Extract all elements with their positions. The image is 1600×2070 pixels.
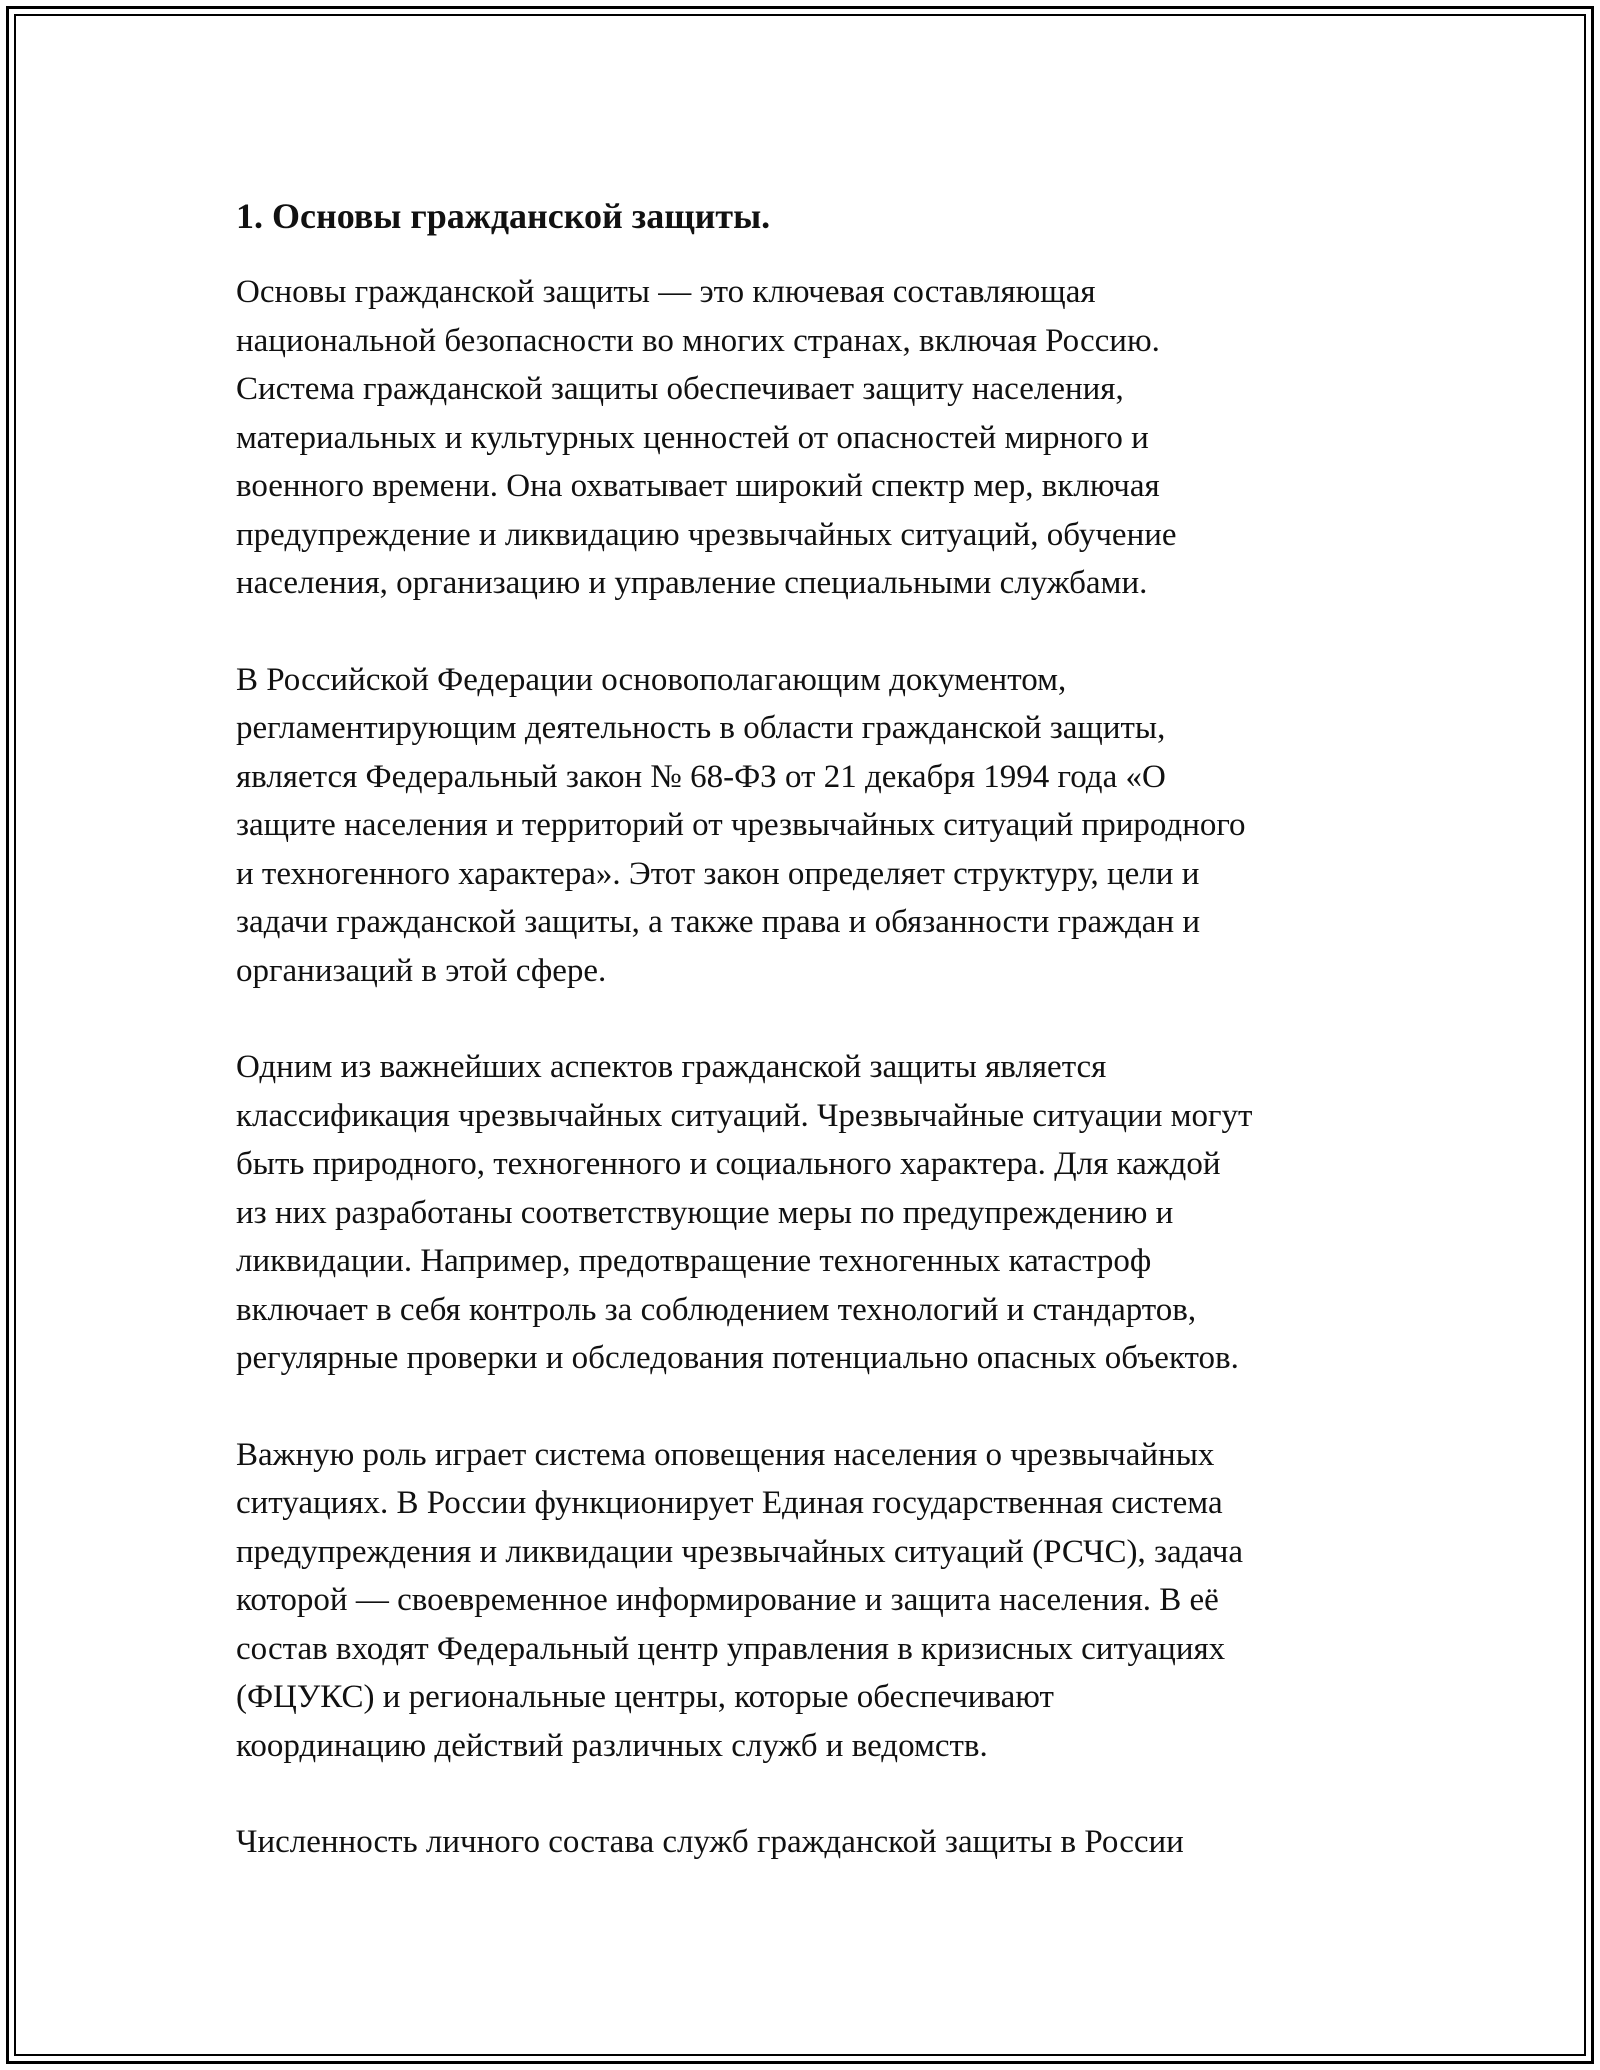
text-line: из них разработаны соответствующие меры по предупреждению и — [236, 1194, 1174, 1231]
text-line: Основы гражданской защиты — это ключевая составляющая — [236, 274, 1096, 310]
paragraph-personnel — [236, 1818, 1386, 1867]
text-line: регулярные проверки и обследования потенциально опасных объектов. — [236, 1340, 1239, 1376]
text-line: организаций в этой сфере. — [236, 952, 607, 989]
text-line: Система гражданской защиты обеспечивает защиту населения, — [236, 371, 1124, 407]
paragraph-classification — [236, 1043, 1386, 1383]
text-line: ликвидации. Например, предотвращение техногенных катастроф — [236, 1243, 1152, 1279]
text-line: материальных и культурных ценностей от опасностей мирного и — [236, 419, 1149, 456]
text-line: и техногенного характера». Этот закон определяет структуру, цели и — [236, 855, 1200, 892]
text-line: быть природного, техногенного и социального характера. Для каждой — [236, 1146, 1221, 1182]
text-line: населения, организацию и управление специальными службами. — [236, 565, 1148, 601]
text-line: национальной безопасности во многих странах, включая Россию. — [236, 322, 1160, 359]
text-line: состав входят Федеральный центр управления в кризисных ситуациях — [236, 1630, 1226, 1667]
paragraph-legislation — [236, 656, 1386, 996]
text-line: задачи гражданской защиты, а также права и обязанности граждан и — [236, 904, 1201, 940]
text-line: В Российской Федерации основополагающим документом, — [236, 661, 1067, 698]
text-line: ситуациях. В России функционирует Единая государственная система — [236, 1485, 1223, 1521]
paragraph-intro — [236, 268, 1386, 608]
text-line: (ФЦУКС) и региональные центры, которые обеспечивают — [236, 1679, 1054, 1715]
text-line: Численность личного состава служб гражданской защиты в России — [236, 1824, 1184, 1860]
text-line: Важную роль играет система оповещения населения о чрезвычайных — [236, 1436, 1215, 1473]
text-line: которой — своевременное информирование и защита населения. В её — [236, 1582, 1219, 1618]
text-line: классификация чрезвычайных ситуаций. Чрезвычайные ситуации могут — [236, 1097, 1253, 1134]
document-body — [236, 190, 1386, 1915]
paragraph-notification-system — [236, 1431, 1386, 1771]
section-heading: 1. Основы гражданской защиты. — [236, 196, 771, 236]
text-line: является Федеральный закон № 68-ФЗ от 21 декабря 1994 года «О — [236, 758, 1166, 795]
text-line: координацию действий различных служб и ведомств. — [236, 1727, 988, 1764]
text-line: военного времени. Она охватывает широкий спектр мер, включая — [236, 468, 1160, 504]
text-line: предупреждения и ликвидации чрезвычайных ситуаций (РСЧС), задача — [236, 1533, 1244, 1570]
text-line: предупреждение и ликвидацию чрезвычайных ситуаций, обучение — [236, 516, 1177, 553]
text-line: защите населения и территорий от чрезвычайных ситуаций природного — [236, 807, 1246, 843]
text-line: включает в себя контроль за соблюдением технологий и стандартов, — [236, 1291, 1197, 1328]
text-line: Одним из важнейших аспектов гражданской защиты является — [236, 1049, 1107, 1085]
text-line: регламентирующим деятельность в области гражданской защиты, — [236, 710, 1166, 746]
